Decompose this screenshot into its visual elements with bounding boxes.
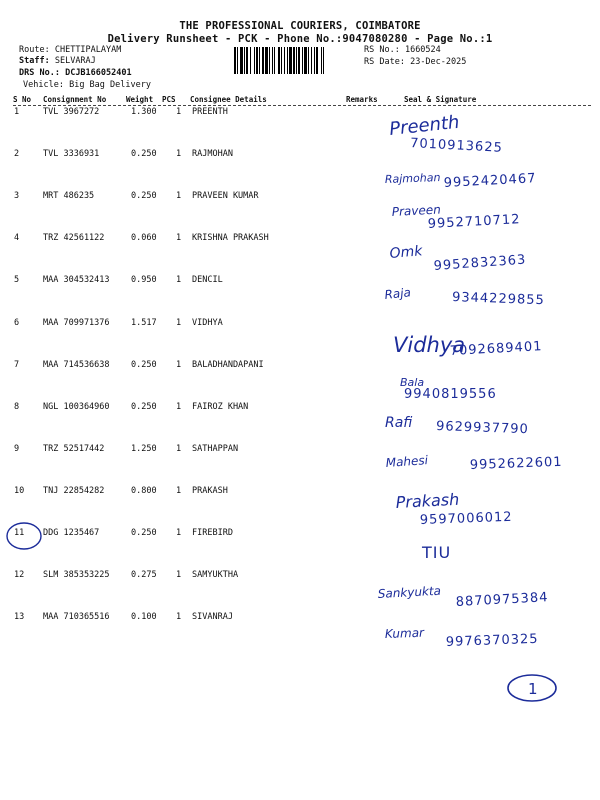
consignee-signature: Rafi [385,415,413,431]
row-pcs: 1 [176,443,182,454]
consignee-signature: Mahesi [385,453,429,470]
page-mark: 1 [528,680,538,698]
row-sno: 12 [14,570,25,581]
row-consignee: SIVANRAJ [192,612,233,623]
row-pcs: 1 [176,359,182,370]
row-sno: 10 [14,485,25,496]
row-weight: 1.300 [131,107,157,117]
consignee-signature: Bala [400,376,425,389]
row-pcs: 1 [176,191,182,202]
row-pcs: 1 [176,485,182,496]
row-consignee: SATHAPPAN [192,443,239,454]
consignee-signature: Raja [383,285,412,302]
row-sno: 1 [14,107,20,117]
row-consignment: TNJ 22854282 [43,485,105,496]
row-consignee: PRAKASH [192,485,228,496]
row-consignment: MAA 714536638 [43,359,110,370]
row-pcs: 1 [176,233,182,244]
row-consignment: MAA 304532413 [43,275,110,286]
handwritten-phone: 9952710712 [427,212,521,232]
row-consignee: PREENTH [192,107,228,117]
row-sno: 5 [14,275,20,286]
col-pcs: PCS [162,95,176,104]
row-weight: 0.950 [131,275,157,286]
circle-mark [7,523,41,549]
rs-date-label: RS Date: [364,57,405,67]
row-consignee: BALADHANDAPANI [192,359,264,370]
consignee-signature: Vidhya [393,333,466,357]
row-weight: 1.517 [131,317,157,328]
row-weight: 0.060 [131,233,157,244]
handwritten-phone: 7092689401 [449,339,543,359]
handwritten-phone: 9597006012 [419,509,513,528]
col-weight: Weight [126,95,154,104]
vehicle-value: Big Bag Delivery [69,80,151,90]
row-sno: 7 [14,359,20,370]
consignee-signature: Preenth [388,111,461,140]
row-sno: 6 [14,317,20,328]
handwritten-phone: 9952622601 [469,454,563,473]
row-sno: 2 [14,149,20,160]
drs-value: DCJB166052401 [65,68,132,78]
row-consignee: VIDHYA [192,317,223,328]
row-pcs: 1 [176,317,182,328]
row-weight: 0.250 [131,191,157,202]
handwritten-phone: 9344229855 [451,290,546,309]
handwritten-phone: 9952832363 [433,252,527,274]
row-consignment: SLM 385353225 [43,570,110,581]
row-sno: 13 [14,612,25,623]
route-label: Route: [19,45,50,55]
row-consignment: MAA 709971376 [43,317,110,328]
consignee-signature: Kumar [384,625,425,641]
handwritten-phone: 8870975384 [455,590,549,610]
row-pcs: 1 [176,570,182,581]
company-title: THE PROFESSIONAL COURIERS, COIMBATORE [179,20,421,32]
row-consignment: NGL 100364960 [43,401,110,412]
consignee-signature: Rajmohan [384,171,441,186]
col-seal-signature: Seal & Signature [404,95,477,104]
handwritten-phone: 9952420467 [443,171,537,191]
row-weight: 0.275 [131,570,157,581]
consignee-signature: Praveen [391,202,442,219]
row-sno: 4 [14,233,20,244]
drs-label: DRS No.: [19,68,60,78]
row-consignee: SAMYUKTHA [192,570,239,581]
vehicle-label: Vehicle: [23,80,64,90]
row-consignment: TVL 3967272 [43,107,100,117]
runsheet-subtitle: Delivery Runsheet - PCK - Phone No.:9047080280 - Page No.:1 [107,33,493,45]
row-sno: 11 [14,528,25,538]
row-weight: 0.250 [131,401,157,412]
row-consignee: RAJMOHAN [192,149,233,160]
row-sno: 3 [14,191,20,202]
col-remarks: Remarks [346,95,378,104]
row-weight: 0.250 [131,528,157,538]
row-sno: 9 [14,443,20,454]
row-pcs: 1 [176,612,182,623]
col-consignee: Consignee Details [190,95,267,104]
row-sno: 8 [14,401,20,412]
row-pcs: 1 [176,149,182,160]
row-weight: 0.800 [131,485,157,496]
row-weight: 0.250 [131,149,157,160]
handwritten-phone: 9976370325 [445,631,539,650]
row-consignment: MRT 486235 [43,191,95,202]
rs-no-value: 1660524 [404,45,441,55]
handwritten-phone: 7010913625 [409,136,504,156]
staff-label: Staff: [19,56,50,66]
route-value: CHETTIPALAYAM [54,45,122,55]
staff-value: SELVARAJ [54,56,96,66]
col-consignment: Consignment No [43,95,107,104]
handwritten-phone: TIU [422,543,452,562]
row-weight: 0.250 [131,359,157,370]
row-consignee: FAIROZ KHAN [192,401,249,412]
row-pcs: 1 [176,528,182,538]
row-consignment: TVL 3336931 [43,149,100,160]
row-weight: 0.100 [131,612,157,623]
row-pcs: 1 [176,401,182,412]
consignee-signature: Omk [388,243,423,262]
row-consignment: DDG 1235467 [43,528,100,538]
rs-date-value: 23-Dec-2025 [410,57,467,67]
row-consignee: PRAVEEN KUMAR [192,191,259,202]
row-pcs: 1 [176,275,182,286]
row-pcs: 1 [176,107,182,117]
row-consignment: TRZ 42561122 [43,233,105,244]
row-consignment: MAA 710365516 [43,612,110,623]
rs-no-label: RS No.: [364,45,400,55]
consignee-signature: Sankyukta [377,583,442,601]
handwritten-phone: 9629937790 [435,419,530,438]
row-weight: 1.250 [131,443,157,454]
row-consignee: KRISHNA PRAKASH [192,233,269,244]
col-sno: S No [13,95,32,104]
row-consignee: FIREBIRD [192,528,233,538]
handwritten-phone: 9940819556 [404,387,497,402]
row-consignee: DENCIL [192,275,223,286]
row-consignment: TRZ 52517442 [43,443,105,454]
consignee-signature: Prakash [395,489,460,512]
